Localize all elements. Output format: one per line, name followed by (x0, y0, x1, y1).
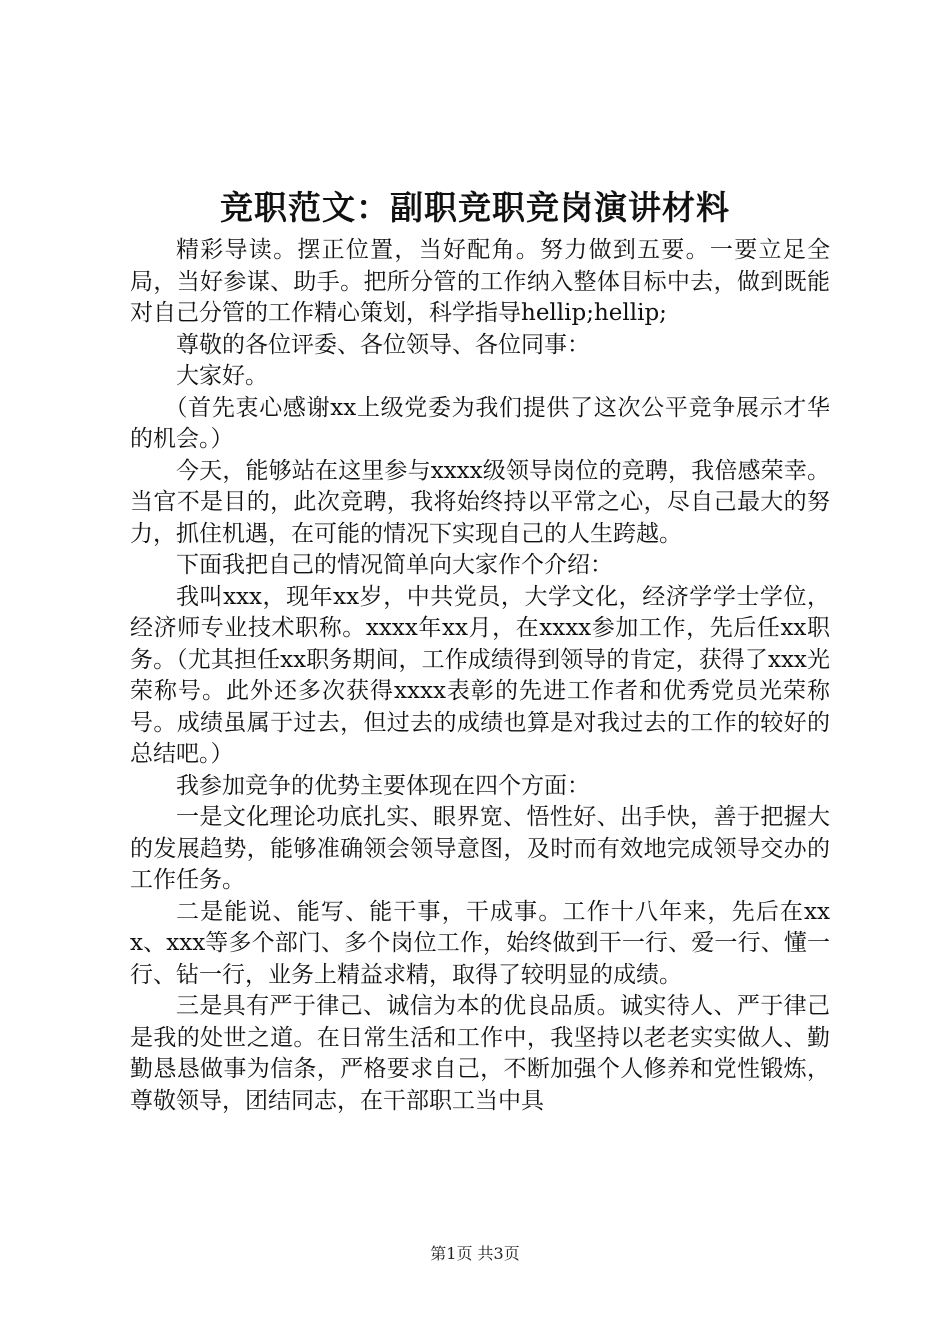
paragraph-introduction-lead: 下面我把自己的情况简单向大家作个介绍： (176, 552, 613, 578)
paragraph-advantages-lead: 我参加竞争的优势主要体现在四个方面： (176, 772, 590, 799)
paragraph-today: 今天，能够站在这里参与xxxx级领导岗位的竞聘，我倍感荣幸。当官不是目的，此次竞聘，我将始终持以平常之心，尽自己最大的努力，抓住机遇，在可能的情况下实现自己的人生跨越。 (130, 457, 830, 547)
document-title: 竞职范文：副职竞职竞岗演讲材料 (220, 188, 730, 227)
paragraph-intro: 精彩导读。摆正位置，当好配角。努力做到五要。一要立足全局，当好参谋、助手。把所分管的工作纳入整体目标中去，做到既能对自己分管的工作精心策划，科学指导hellip;hellip; (130, 237, 830, 326)
paragraph-self-introduction: 我叫xxx，现年xx岁，中共党员，大学文化，经济学学士学位，经济师专业技术职称。xxxx年xx月，在xxxx参加工作，先后任xx职务。（尤其担任xx职务期间，工作成绩得到领导的肯定，获得了xxx光荣称号。此外还多次获得xxxx表彰的先进工作者和优秀党员光荣称号。成绩虽属于过去，但过去的成绩也算是对我过去的工作的较好的总结吧。） (130, 583, 830, 767)
paragraph-advantage-three: 三是具有严于律己、诚信为本的优良品质。诚实待人、严于律己是我的处世之道。在日常生活和工作中，我坚持以老老实实做人、勤勤恳恳做事为信条，严格要求自己，不断加强个人修养和党性锻炼，尊敬领导，团结同志，在干部职工当中具 (130, 993, 830, 1114)
paragraph-advantage-one: 一是文化理论功底扎实、眼界宽、悟性好、出手快，善于把握大的发展趋势，能够准确领会领导意图，及时而有效地完成领导交办的工作任务。 (130, 804, 830, 893)
document-body (130, 235, 830, 1117)
page-number-footer: 第1页 共3页 (430, 1244, 520, 1263)
paragraph-greeting: 大家好。 (176, 363, 268, 389)
paragraph-thanks: （首先衷心感谢xx上级党委为我们提供了这次公平竞争展示才华的机会。） (130, 394, 830, 452)
paragraph-salutation: 尊敬的各位评委、各位领导、各位同事： (176, 331, 590, 358)
paragraph-advantage-two: 二是能说、能写、能干事，干成事。工作十八年来，先后在xxx、xxx等多个部门、多个岗位工作，始终做到干一行、爱一行、懂一行、钻一行，业务上精益求精，取得了较明显的成绩。 (130, 898, 830, 988)
